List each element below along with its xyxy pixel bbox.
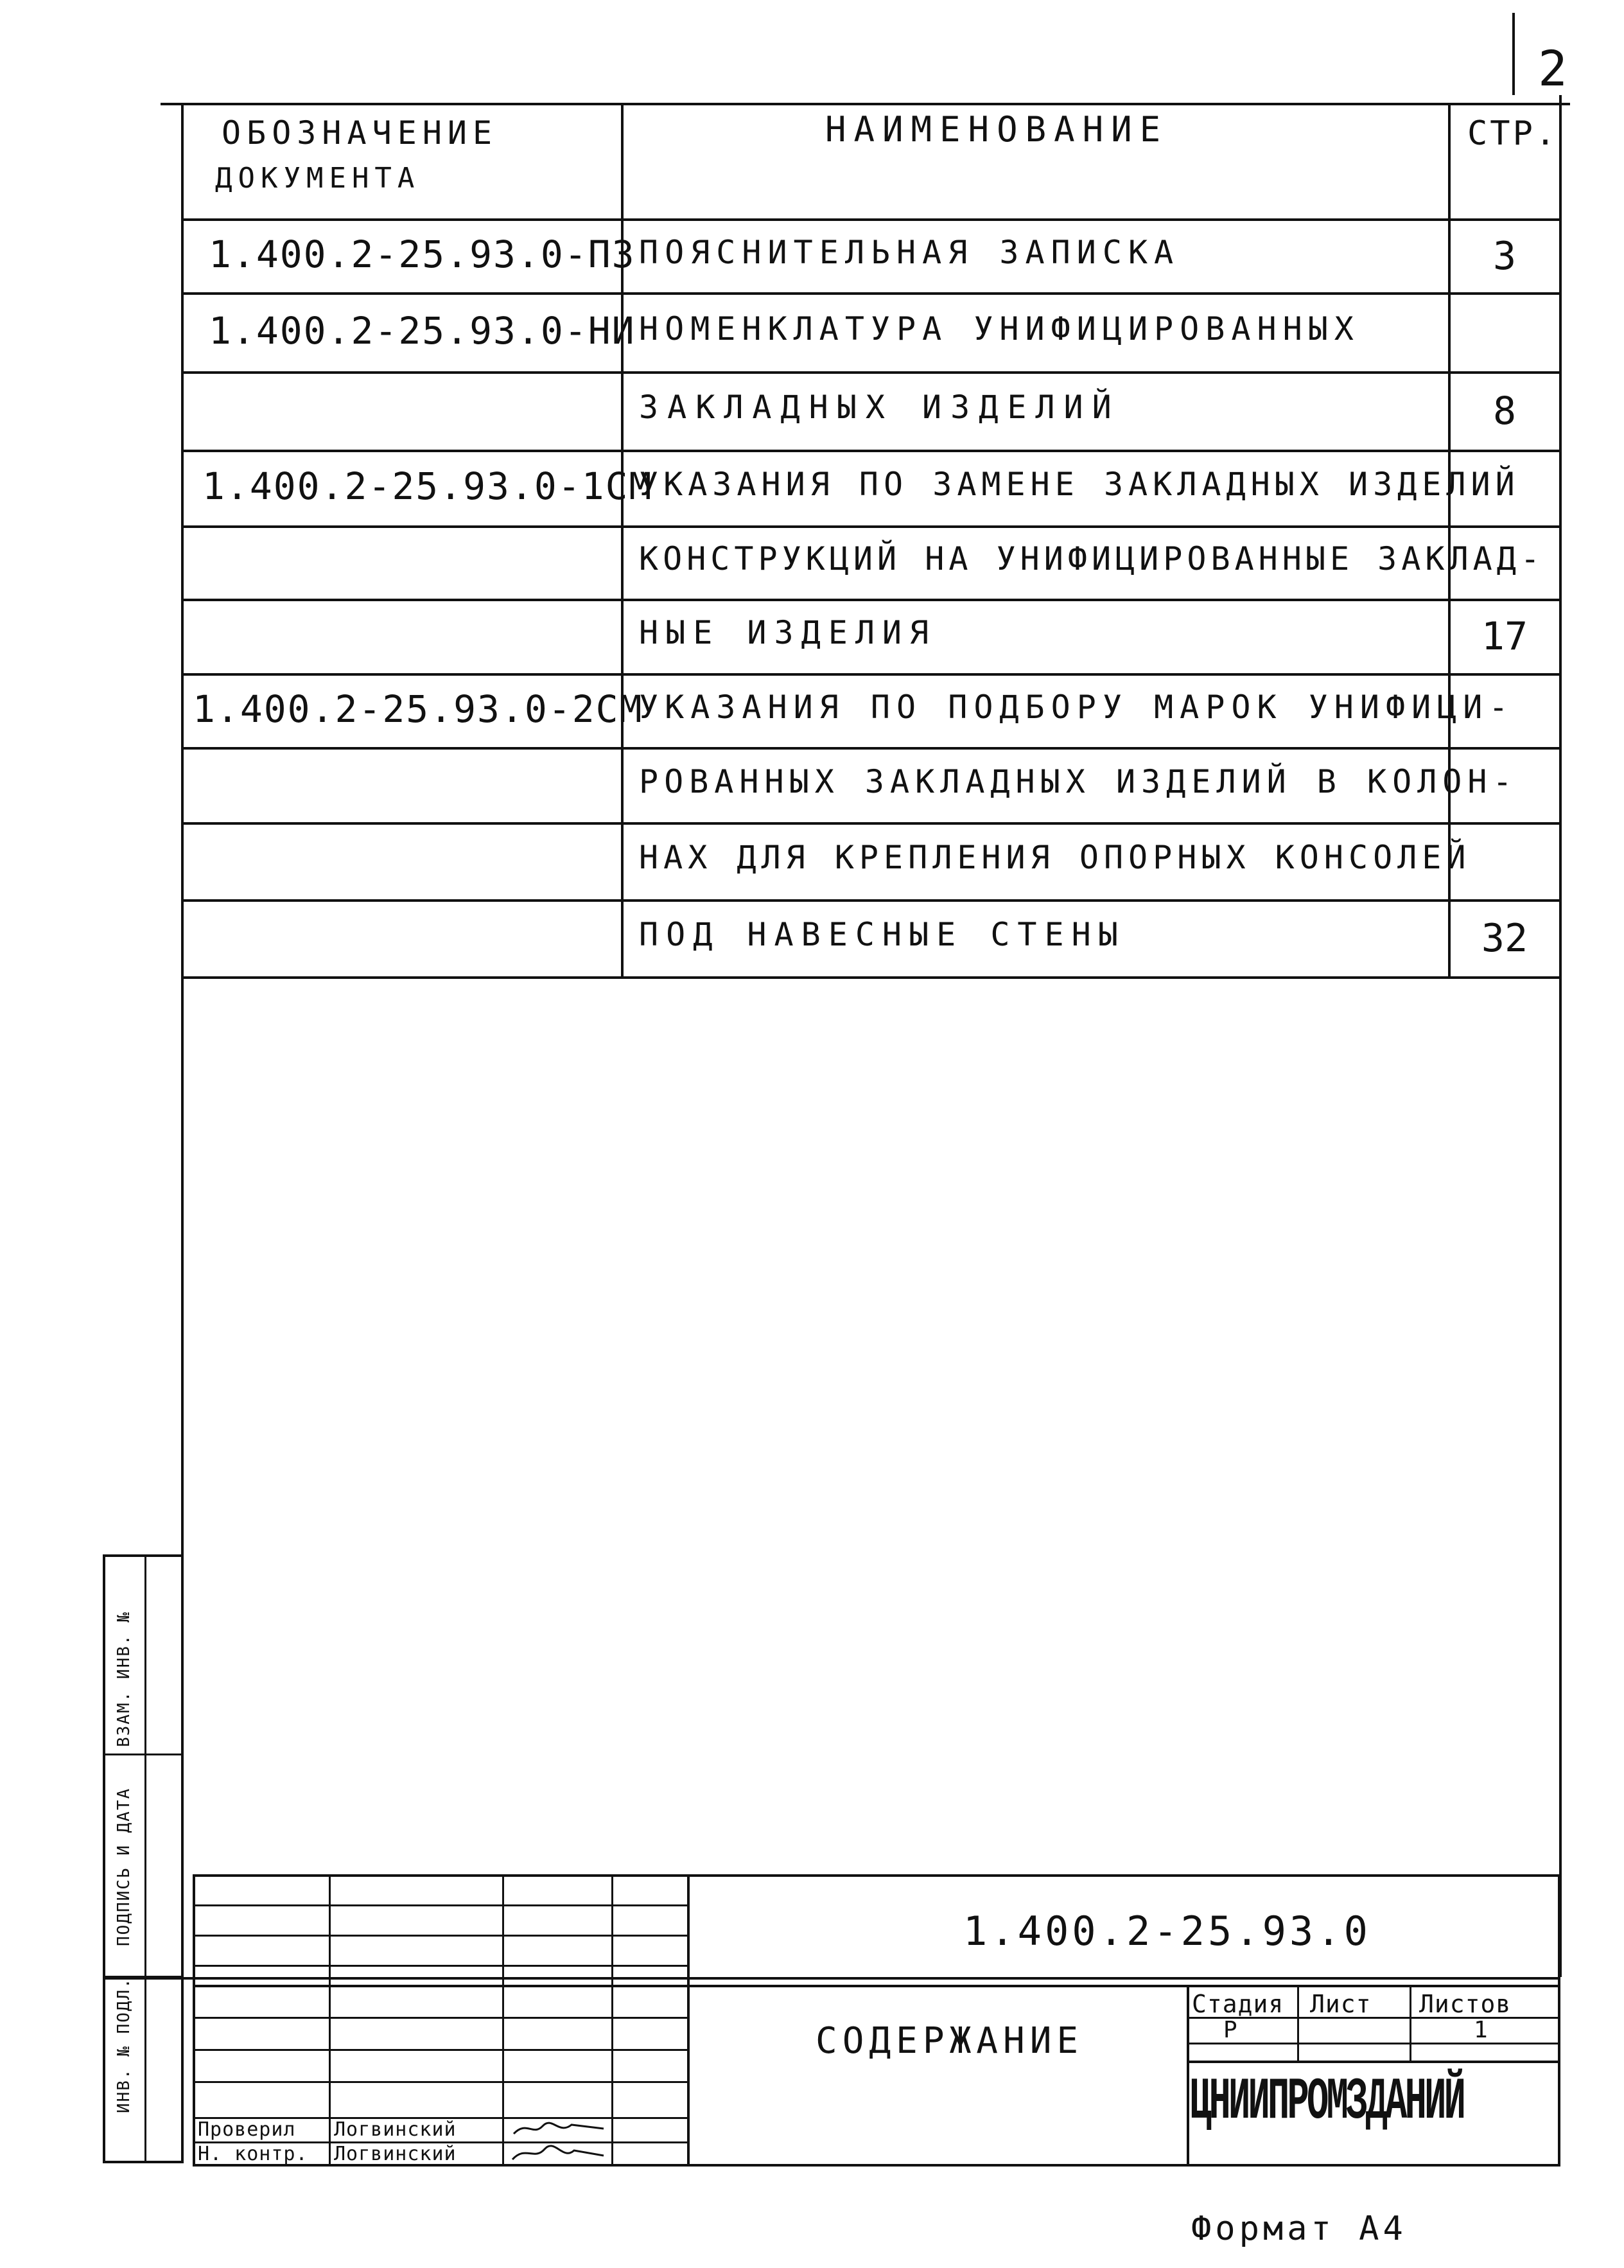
row-code: 1.400.2-25.93.0-НИ bbox=[209, 309, 636, 353]
header-code-line1: ОБОЗНАЧЕНИЕ bbox=[222, 114, 498, 152]
row-page: 3 bbox=[1492, 234, 1517, 279]
sheets-value: 1 bbox=[1474, 2017, 1489, 2043]
signature-1-icon bbox=[507, 2117, 610, 2141]
signer-1-role: Проверил bbox=[198, 2118, 296, 2141]
row-name: НАХ ДЛЯ КРЕПЛЕНИЯ ОПОРНЫХ КОНСОЛЕЙ bbox=[639, 839, 1471, 876]
row-name: УКАЗАНИЯ ПО ПОДБОРУ МАРОК УНИФИЦИ- bbox=[639, 689, 1515, 726]
row-code: 1.400.2-25.93.0-1СМ bbox=[202, 464, 653, 508]
signer-1-name: Логвинский bbox=[334, 2118, 457, 2141]
frame-top-line bbox=[161, 103, 1570, 105]
row-page: 8 bbox=[1492, 389, 1517, 434]
stamp-vzam-inv: ВЗАМ. ИНВ. № bbox=[114, 1611, 134, 1747]
frame-right-line bbox=[1559, 95, 1562, 1977]
row-page: 17 bbox=[1481, 614, 1528, 659]
signature-2-icon bbox=[507, 2141, 610, 2166]
stamp-podpis-data: ПОДПИСЬ И ДАТА bbox=[114, 1787, 134, 1946]
format-label: Формат А4 bbox=[1191, 2210, 1407, 2248]
sheets-label: Листов bbox=[1419, 1990, 1512, 2018]
row-name: НЫЕ ИЗДЕЛИЯ bbox=[639, 614, 937, 651]
row-name: ПОЯСНИТЕЛЬНАЯ ЗАПИСКА bbox=[639, 234, 1180, 271]
document-title: СОДЕРЖАНИЕ bbox=[816, 2020, 1084, 2062]
signer-2-name: Логвинский bbox=[334, 2143, 457, 2165]
organization-logo: ЦНИИПРОМЗДАНИЙ bbox=[1189, 2068, 1464, 2136]
header-page: СТР. bbox=[1467, 114, 1559, 153]
header-name: НАИМЕНОВАНИЕ bbox=[825, 109, 1169, 150]
row-name: ПОД НАВЕСНЫЕ СТЕНЫ bbox=[639, 916, 1126, 953]
signer-2-role: Н. контр. bbox=[198, 2143, 308, 2165]
row-name: НОМЕНКЛАТУРА УНИФИЦИРОВАННЫХ bbox=[639, 310, 1360, 347]
stage-value: Р bbox=[1223, 2017, 1238, 2043]
row-page: 32 bbox=[1481, 916, 1528, 961]
row-name: ЗАКЛАДНЫХ ИЗДЕЛИЙ bbox=[639, 389, 1121, 426]
stage-label: Стадия bbox=[1192, 1990, 1284, 2018]
stamp-inv-podl: ИНВ. № ПОДЛ. bbox=[114, 1977, 134, 2113]
document-designation: 1.400.2-25.93.0 bbox=[963, 1908, 1371, 1955]
sheet-label: Лист bbox=[1310, 1990, 1372, 2018]
row-name: КОНСТРУКЦИЙ НА УНИФИЦИРОВАННЫЕ ЗАКЛАД- bbox=[639, 540, 1544, 577]
row-name: РОВАННЫХ ЗАКЛАДНЫХ ИЗДЕЛИЙ В КОЛОН- bbox=[639, 763, 1518, 800]
row-code: 1.400.2-25.93.0-ПЗ bbox=[209, 233, 636, 276]
sheet-number-corner: 2 bbox=[1538, 40, 1567, 97]
row-code: 1.400.2-25.93.0-2СМ bbox=[193, 687, 643, 731]
header-code-line2: ДОКУМЕНТА bbox=[215, 162, 421, 195]
row-name: УКАЗАНИЯ ПО ЗАМЕНЕ ЗАКЛАДНЫХ ИЗДЕЛИЙ bbox=[639, 466, 1520, 503]
